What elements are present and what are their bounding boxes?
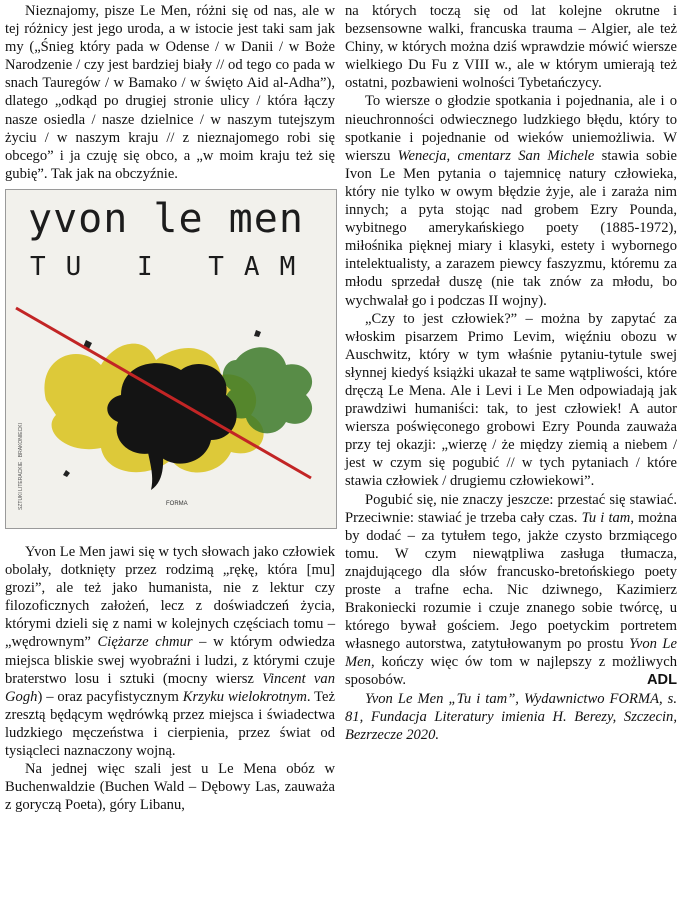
- title-wenecja: Wenecja, cmentarz San Michele: [397, 147, 595, 164]
- author-signature: ADL: [647, 672, 677, 689]
- paragraph-venice: To wiersze o głodzie spotkania i pojednania, ale i o nieuchronności odwiecznego ludzkiego błędu, który to spotkanie i pojednanie od wieków uniemożliwia. W wierszu Wenecja, cmentarz San Michele stawia sobie Ivon Le Men pytania o tajemnicę natury człowieka, który nie tylko w owym błędzie żyje, ale i zaraża nim innych; a pyta stojąc nad grobem Ezry Pounda, wybitnego amerykańskiego poety (1885-1972), miłośnika pięknej miary i klasyki, estety i wybornego intelektualisty, a zarazem piewcy faszyzmu, któremu za młodu sprzedał duszę (nie tak znów za młodu, bo wychwalał go i podczas II wojny).: [345, 93, 677, 309]
- cover-author-name: yvon le men: [28, 195, 304, 242]
- title-yvon-le-men: Yvon Le Men: [345, 636, 678, 671]
- left-column: [5, 2, 335, 814]
- paragraph-humanist: Yvon Le Men jawi się w tych słowach jako człowiek obolały, dotknięty przez rodzimą „rękę, która [mu] grozi”, ale też jako humanista, nie z lektur czy filozoficznych założeń, lecz z doświadczeń życia, którymi dzieli się z nami w kolejnych częściach tomu – „wędrownym” Ciężarze chmur – w którym odwiedza miejsca bliskie swej wyobraźni i ludzi, z którymi czuje braterstwo losu i sztuki (mocny wiersz Vincent van Gogh) – oraz pacyfistycznym Krzyku wielokrotnym. Też zresztą będącym wędrówką przez miejsca i świadectwa ludzkiego męczeństwa i cierpienia, przez świat od tysiącleci naznaczony wojną.: [5, 543, 336, 759]
- title-van-gogh: Vincent van Gogh: [5, 670, 335, 705]
- cover-book-title: TU I TAM: [30, 251, 316, 282]
- title-ciezar-chmur: Ciężarze chmur: [97, 634, 193, 651]
- title-tu-i-tam: Tu i tam: [581, 509, 631, 526]
- right-column: [345, 2, 677, 744]
- book-credit: Yvon Le Men „Tu i tam”, Wydawnictwo FORMA, s. 81, Fundacja Literatury imienia H. Berezy, Szczecin, Bezrzecze 2020.: [345, 690, 677, 743]
- paragraph-primo-levi: „Czy to jest człowiek?” – można by zapytać za włoskim pisarzem Primo Levim, więźniu obozu w Auschwitz, który w tym właśnie pytaniu-tytule swej słynnej kiedyś książki ukazał te same wątpliwości, które dręczą Le Mena. Ale i Levi i Le Men odpowiadają jak prawdziwi humaniści: tak, to jest człowiek! A autor wiersza poświęconego grobowi Ezry Pounda zauważa przy tej okazji: „wierzę / że między ziemią a niebem / jest w czym się pogubić // w tych pytaniach / które stawia człowiek / drugiemu człowiekowi”.: [345, 310, 677, 490]
- paragraph-intro: Nieznajomy, pisze Le Men, różni się od nas, ale w tej różnicy jest jego uroda, a w istocie jest taki sam jak my („Śnieg który pada w Odense / w Danii / w Boże Narodzenie / czy jest bardziej biały // od tego co pada w snach Tauregów / w Bamako / w święto Aid al-Adha”), dlatego „odkąd po drugiej stronie ulicy / która łączy nasze osiedla / nasze dzielnice / w naszym tutejszym życiu / w naszym kraju // z nieznajomego robi się obcego” i ja czuję się obco, a „w moim kraju też się gubię”. Tak jak na obczyźnie.: [5, 3, 335, 182]
- cover-series-text: SZTUKI LITERACKIE · BRAKONIECKI: [18, 422, 24, 510]
- title-krzyk: Krzyku wielokrotnym: [182, 688, 307, 705]
- paragraph-conclusion: Pogubić się, nie znaczy jeszcze: przestać się stawiać. Przeciwnie: stawiać je trzeba cały czas. Tu i tam, można by dodać – za tytułem tego, jakże czysto brzmiącego tomu. W czym niewątpliwa zasługa tłumacza, znajdującego dla słów francusko-bretońskiego poety proste a trafne echa. Nic dziwnego, Kazimierz Brakoniecki rozumie i czuje znanego sobie twórcę, u którego bywał gościem. Jego poetyckim portretem własnego autorstwa, zatytułowanym po prostu Yvon Le Men, kończy więc ów tom w najlepszy z możliwych sposobów. ADL: [345, 491, 678, 689]
- book-cover-image: [5, 189, 337, 529]
- paragraph-buchenwald: Na jednej więc szali jest u Le Mena obóz w Buchenwaldzie (Buchen Wald – Dębowy Las, zauważa z goryczą Poeta), góry Libanu,: [5, 761, 335, 814]
- cover-publisher: FORMA: [166, 500, 188, 507]
- paragraph-continuation: na których toczą się od lat kolejne okrutne i bezsensowne walki, francuska trauma – Algier, ale też Chiny, w których można dziś wprawdzie mówić wiersze wielkiego Du Fu z VIII w., ale w którym umierają też ostatni, pozbawieni wolności Tybetańczycy.: [345, 3, 677, 92]
